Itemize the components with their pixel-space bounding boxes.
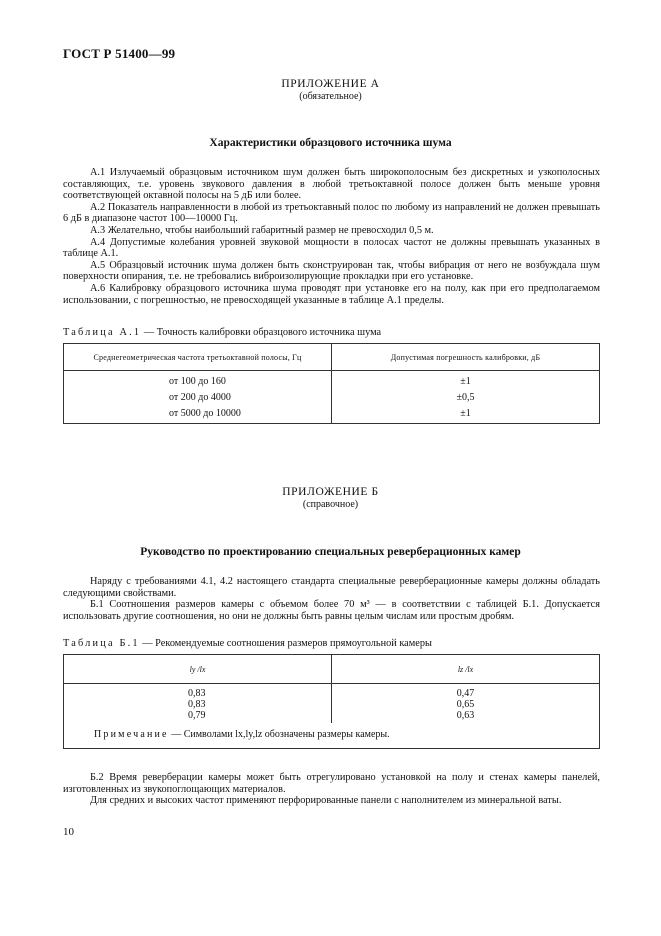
value: 0,83 [188,699,206,710]
value: 0,65 [456,699,475,710]
appendix-a-title: ПРИЛОЖЕНИЕ А [281,78,380,90]
table-cell [64,684,332,724]
appendix-b-body [63,576,600,622]
table-a1-caption-text: — Точность калибровки образцового источника шума [141,327,382,338]
appendix-b-body-continued [63,772,600,807]
table-row [64,371,600,390]
table-cell: от 200 до 4000 [64,389,332,405]
table-b1-label: Таблица Б.1 [63,638,140,649]
table-row [64,389,600,405]
table-cell: от 5000 до 10000 [64,405,332,424]
appendix-a-status: (обязательное) [299,91,362,102]
table-cell: ±1 [332,405,600,424]
note-label: Примечание [94,729,169,740]
appendix-b-heading: Руководство по проектированию специальных реверберационных камер [140,546,521,558]
paragraph: А.6 Калибровку образцового источника шума проводят при установке его на полу, как при его предполагаемом использовании, с погрешностью, не превосходящей указанные в таблице А.1 пределы. [63,282,600,306]
appendix-b-title: ПРИЛОЖЕНИЕ Б [282,486,379,498]
value: 0,83 [188,688,206,699]
table-row [64,405,600,424]
table-a1-caption [63,327,381,338]
document-code: ГОСТ Р 51400—99 [63,46,176,61]
paragraph: Б.2 Время реверберации камеры может быть отрегулировано установкой на полу и стенах камеры панелей, изготовленных из звукопоглощающих материалов. [63,772,600,795]
table-header: lz /lx [332,655,600,684]
paragraph: А.2 Показатель направленности в любой из третьоктавный полос по любому из направлений не должен превышать 6 дБ в диапазоне частот 100—10000 Гц. [63,201,600,225]
paragraph: Для средних и высоких частот применяют перфорированные панели с наполнителем из минеральной ваты. [90,795,562,807]
table-cell [332,684,600,724]
appendix-a-body [63,167,600,306]
table-row [64,684,600,724]
paragraph: А.3 Желательно, чтобы наибольший габаритный размер не превосходил 0,5 м. [90,224,434,236]
table-cell: ±1 [332,371,600,390]
table-header: lу /lх [64,655,332,684]
table-a1-label: Таблица А.1 [63,327,142,338]
table-cell: от 100 до 160 [64,371,332,390]
page-number: 10 [63,826,74,838]
paragraph: А.4 Допустимые колебания уровней звуковой мощности в полосах частот не должны превышать указанных в таблице А.1. [63,236,600,260]
appendix-a-heading: Характеристики образцового источника шума [209,137,452,149]
value: 0,47 [456,688,475,699]
value: 0,79 [188,710,206,721]
table-cell: ±0,5 [332,389,600,405]
appendix-b-status: (справочное) [302,499,359,510]
table-note-row [64,723,600,749]
value: 0,63 [456,710,475,721]
paragraph: А.1 Излучаемый образцовым источником шум должен быть широкополосным без дискретных и узкополосных составляющих, т.е. уровень звукового давления в любой третьоктавной полосе должен быть меньше уровня соответствующей октавной полосы на 5 дБ или более. [63,167,600,202]
table-b1-caption-text: — Рекомендуемые соотношения размеров прямоугольной камеры [139,638,432,649]
table-b1 [63,654,600,749]
paragraph: Б.1 Соотношения размеров камеры с объемом более 70 м³ — в соответствии с таблицей Б.1. Допускается использовать другие соотношения, но они не должны быть равны целым числам или простым дробям. [63,599,600,622]
note-text: — Символами lx,ly,lz обозначены размеры камеры. [168,729,390,740]
paragraph: Наряду с требованиями 4.1, 4.2 настоящего стандарта специальные реверберационные камеры должны обладать следующими свойствами. [63,576,600,599]
table-header: Среднегеометрическая частота третьоктавной полосы, Гц [64,344,332,371]
table-header: Допустимая погрешность калибровки, дБ [332,344,600,371]
table-b1-caption [63,638,432,649]
table-a1 [63,343,600,424]
paragraph: А.5 Образцовый источник шума должен быть сконструирован так, чтобы вибрация от него не возбуждала шум поверхности опирания, т.е. не требовались виброизолирующие прокладки при его установке. [63,259,600,283]
table-note [64,723,600,749]
